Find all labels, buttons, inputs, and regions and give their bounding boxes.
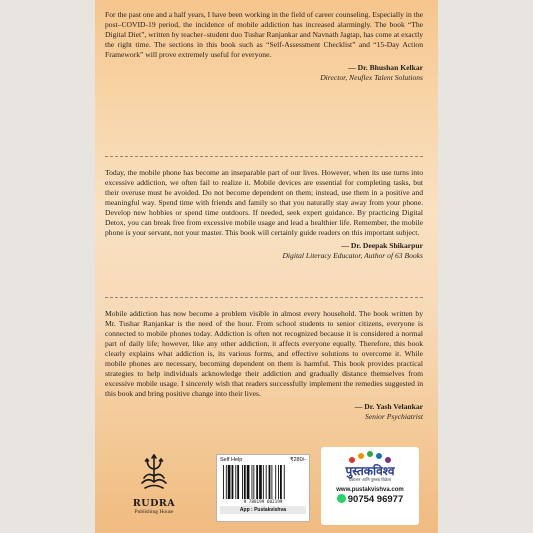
pustakvishva-tagline: प्रकाशन आणि पुस्तक विक्रेता xyxy=(349,477,391,482)
endorser-name: — Dr. Deepak Shikarpur xyxy=(341,241,423,250)
pustakvishva-badge xyxy=(321,447,419,525)
publisher-logo xyxy=(131,452,177,515)
endorsement-signature xyxy=(105,63,423,83)
endorser-role: Digital Literacy Educator, Author of 63 Books xyxy=(282,251,423,260)
endorser-role: Senior Psychiatrist xyxy=(364,412,423,421)
endorser-name: — Dr. Yash Velankar xyxy=(354,402,423,411)
publisher-subtitle: Publishing House xyxy=(134,509,174,515)
barcode-digits: 9 788199 602199 xyxy=(243,500,283,505)
pustakvishva-brand: पुस्तकविश्व xyxy=(345,464,395,478)
endorsement-text: Today, the mobile phone has become an inseparable part of our lives. However, when its use turns into excessive addiction, we often fail to realize it. Mobile devices are essential for completing tasks, but their overuse must be avoided. Do not become dependent on them; instead, use them in a positive and meaningful way. Spend time with friends and family so that you naturally stay away from your phone. Develop new hobbies or spend time outdoors. If needed, seek expert guidance. By practicing Digital Detox, you can break free from excessive mobile usage and lead a healthier life. Remember, the mobile phone is your servant, not your master. This book will certainly guide readers on this important subject. xyxy=(105,168,423,237)
website-url: www.pustakvishva.com xyxy=(336,487,404,493)
endorsement-kelkar xyxy=(105,10,423,83)
barcode-bars xyxy=(221,465,305,499)
pustakvishva-logo-icon xyxy=(345,450,395,466)
divider-line xyxy=(105,156,423,157)
barcode-header xyxy=(217,455,309,463)
endorsement-text: For the past one and a half years, I have been working in the field of career counseling. Especially in the post–COVID-19 period, the incidence of mobile addiction has increased alarmingly. The book “The Digital Diet”, written by teacher–student duo Tushar Ranjankar and Navnath Jagtap, has come at exactly the right time. The sections in this book such as “Self-Assessment Checklist” and “15-Day Action Framework” will prove extremely useful for everyone. xyxy=(105,10,424,59)
book-category: Self Help xyxy=(220,457,243,463)
rudra-trident-lotus-icon xyxy=(139,452,169,492)
endorsement-text: Mobile addiction has now become a problem visible in almost every household. The book written by Mr. Tushar Ranjankar is the need of the hour. From school students to senior citizens, everyone is connected to mobile phones today. Addiction is often not recognized because it is considered a normal part of daily life; however, like any other addiction, it affects everyone equally. Therefore, this book clearly explains what addiction is, its various forms, and effective solutions to overcome it. While mobile phones are necessary, becoming dependent on them is harmful. This book provides practical strategies to help individuals acknowledge their addiction and gradually distance themselves from excessive mobile usage. I sincerely wish that readers successfully implement the remedies suggested in this book and bring positive change into their lives. xyxy=(105,309,423,398)
phone-number: 90754 96977 xyxy=(347,494,404,505)
divider-line xyxy=(105,297,423,298)
app-label: App : Pustakvishva xyxy=(220,506,306,514)
endorsement-signature xyxy=(105,241,423,261)
publisher-name: RUDRA xyxy=(132,498,176,509)
endorser-name: — Dr. Bhushan Kelkar xyxy=(348,63,423,72)
endorsement-shikarpur xyxy=(105,168,423,261)
isbn-barcode xyxy=(216,454,310,522)
whatsapp-icon xyxy=(337,494,346,503)
endorsement-velankar xyxy=(105,309,423,422)
back-cover xyxy=(95,0,438,533)
whatsapp-phone xyxy=(321,494,419,505)
endorser-role: Director, Neuflex Talent Solutions xyxy=(320,73,423,82)
endorsement-signature xyxy=(105,402,423,422)
book-price: ₹280/- xyxy=(289,457,306,463)
